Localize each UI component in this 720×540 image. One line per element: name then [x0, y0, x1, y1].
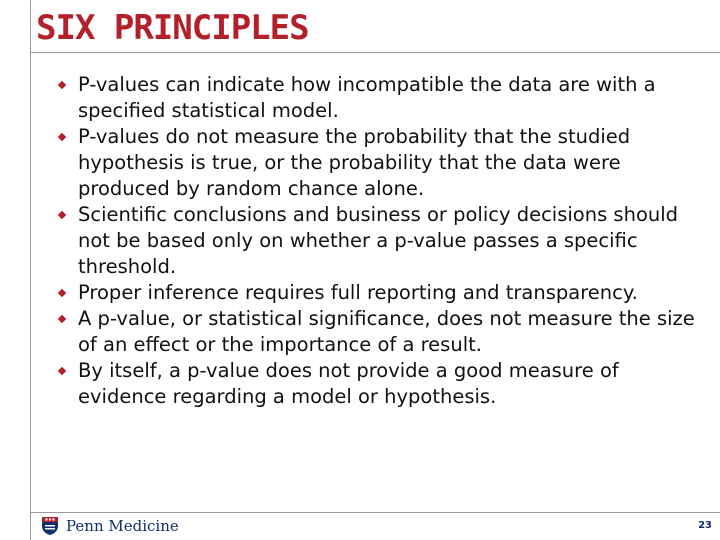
logo-text: Penn Medicine	[66, 517, 179, 535]
penn-medicine-logo	[40, 516, 179, 536]
diamond-bullet-icon	[58, 211, 66, 219]
bullet-text: P-values can indicate how incompatible the data are with a specified statistical model.	[78, 73, 656, 122]
diamond-bullet-icon	[58, 81, 66, 89]
bullet-item	[56, 306, 696, 358]
bullet-text: Proper inference requires full reporting and transparency.	[78, 281, 638, 304]
diamond-bullet-icon	[58, 315, 66, 323]
bullet-list	[56, 72, 696, 410]
diamond-bullet-icon	[58, 289, 66, 297]
bullet-item	[56, 358, 696, 410]
slide-title: SIX PRINCIPLES	[36, 8, 309, 48]
left-rule	[30, 0, 31, 540]
bullet-text: By itself, a p-value does not provide a good measure of evidence regarding a model or hypothesis.	[78, 359, 619, 408]
diamond-bullet-icon	[58, 367, 66, 375]
bullet-text: Scientific conclusions and business or policy decisions should not be based only on whether a p-value passes a specific threshold.	[78, 203, 679, 278]
bullet-item	[56, 72, 696, 124]
page-number: 23	[698, 520, 712, 531]
diamond-bullet-icon	[58, 133, 66, 141]
footer-divider	[30, 512, 720, 513]
bullet-item	[56, 280, 696, 306]
title-divider	[30, 52, 720, 53]
bullet-text: P-values do not measure the probability that the studied hypothesis is true, or the probability that the data were produced by random chance alone.	[78, 125, 631, 200]
bullet-text: A p-value, or statistical significance, does not measure the size of an effect or the importance of a result.	[78, 307, 695, 356]
bullet-item	[56, 124, 696, 202]
penn-shield-icon	[40, 516, 60, 536]
bullet-item	[56, 202, 696, 280]
